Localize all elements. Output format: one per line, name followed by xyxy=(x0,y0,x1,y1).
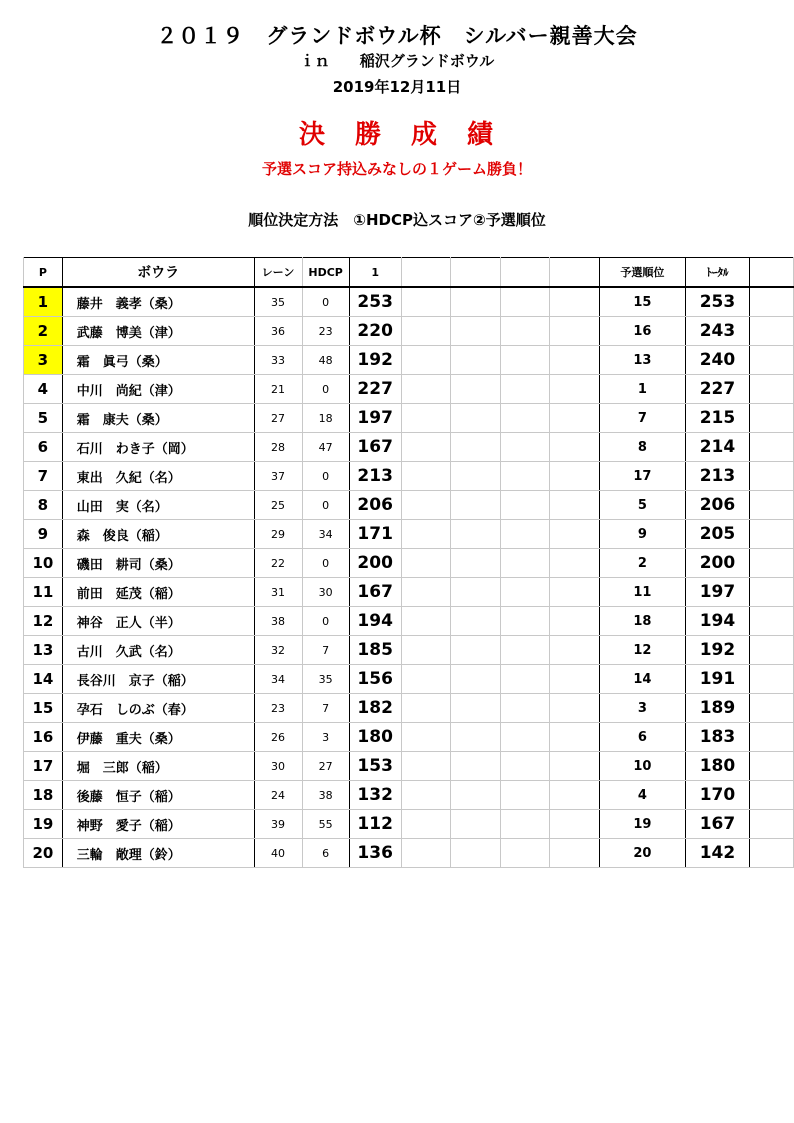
hdcp-cell: 18 xyxy=(302,404,349,433)
format-note: 予選スコア持込みなしの１ゲーム勝負！ xyxy=(261,160,532,178)
bowler-name: 三輪 敞理（鈴） xyxy=(62,839,254,868)
blank-cell xyxy=(500,462,550,491)
hdcp-cell: 7 xyxy=(302,694,349,723)
hdcp-cell: 34 xyxy=(302,520,349,549)
col-header-position: P xyxy=(24,258,63,288)
table-row xyxy=(24,607,794,636)
blank-cell xyxy=(750,346,794,375)
lane-cell: 22 xyxy=(254,549,302,578)
total-score: 189 xyxy=(685,694,749,723)
bowler-name: 前田 延茂（稲） xyxy=(62,578,254,607)
blank-cell xyxy=(750,404,794,433)
position-cell: 6 xyxy=(24,433,63,462)
lane-cell: 26 xyxy=(254,723,302,752)
blank-cell xyxy=(401,781,451,810)
bowler-name: 伊藤 重夫（桑） xyxy=(62,723,254,752)
table-row xyxy=(24,549,794,578)
blank-cell xyxy=(451,636,501,665)
game1-score: 206 xyxy=(349,491,401,520)
table-row xyxy=(24,839,794,868)
col-header-total: ﾄｰﾀﾙ xyxy=(685,258,749,288)
blank-cell xyxy=(451,375,501,404)
lane-cell: 38 xyxy=(254,607,302,636)
blank-cell xyxy=(401,520,451,549)
position-cell: 8 xyxy=(24,491,63,520)
blank-cell xyxy=(500,752,550,781)
blank-cell xyxy=(401,665,451,694)
lane-cell: 21 xyxy=(254,375,302,404)
position-cell: 2 xyxy=(24,317,63,346)
bowler-name: 長谷川 京子（稲） xyxy=(62,665,254,694)
hdcp-cell: 30 xyxy=(302,578,349,607)
position-cell: 13 xyxy=(24,636,63,665)
blank-cell xyxy=(401,607,451,636)
total-score: 197 xyxy=(685,578,749,607)
game1-score: 112 xyxy=(349,810,401,839)
position-cell: 4 xyxy=(24,375,63,404)
game1-score: 132 xyxy=(349,781,401,810)
total-score: 194 xyxy=(685,607,749,636)
blank-cell xyxy=(550,317,600,346)
blank-cell xyxy=(750,665,794,694)
bowler-name: 山田 実（名） xyxy=(62,491,254,520)
table-row xyxy=(24,665,794,694)
blank-cell xyxy=(550,810,600,839)
game1-score: 136 xyxy=(349,839,401,868)
blank-cell xyxy=(451,433,501,462)
position-cell: 18 xyxy=(24,781,63,810)
hdcp-cell: 38 xyxy=(302,781,349,810)
blank-cell xyxy=(500,287,550,317)
qualifying-rank: 4 xyxy=(599,781,685,810)
blank-cell xyxy=(550,520,600,549)
blank-cell xyxy=(401,752,451,781)
lane-cell: 29 xyxy=(254,520,302,549)
blank-cell xyxy=(750,781,794,810)
total-score: 205 xyxy=(685,520,749,549)
game1-score: 182 xyxy=(349,694,401,723)
col-header-blank xyxy=(500,258,550,288)
total-score: 243 xyxy=(685,317,749,346)
position-cell: 1 xyxy=(24,287,63,317)
col-header-game1: 1 xyxy=(349,258,401,288)
blank-cell xyxy=(451,317,501,346)
blank-cell xyxy=(451,694,501,723)
lane-cell: 28 xyxy=(254,433,302,462)
lane-cell: 23 xyxy=(254,694,302,723)
blank-cell xyxy=(500,375,550,404)
blank-cell xyxy=(401,636,451,665)
total-score: 214 xyxy=(685,433,749,462)
bowler-name: 磯田 耕司（桑） xyxy=(62,549,254,578)
total-score: 180 xyxy=(685,752,749,781)
col-header-blank xyxy=(750,258,794,288)
blank-cell xyxy=(500,433,550,462)
col-header-hdcp: HDCP xyxy=(302,258,349,288)
blank-cell xyxy=(401,694,451,723)
hdcp-cell: 48 xyxy=(302,346,349,375)
position-cell: 20 xyxy=(24,839,63,868)
blank-cell xyxy=(550,404,600,433)
blank-cell xyxy=(550,287,600,317)
table-row xyxy=(24,520,794,549)
game1-score: 153 xyxy=(349,752,401,781)
bowler-name: 森 俊良（稲） xyxy=(62,520,254,549)
bowler-name: 古川 久武（名） xyxy=(62,636,254,665)
blank-cell xyxy=(550,462,600,491)
blank-cell xyxy=(500,636,550,665)
blank-cell xyxy=(451,781,501,810)
total-score: 170 xyxy=(685,781,749,810)
blank-cell xyxy=(401,723,451,752)
hdcp-cell: 0 xyxy=(302,607,349,636)
position-cell: 5 xyxy=(24,404,63,433)
blank-cell xyxy=(550,694,600,723)
blank-cell xyxy=(451,346,501,375)
game1-score: 185 xyxy=(349,636,401,665)
blank-cell xyxy=(401,317,451,346)
game1-score: 171 xyxy=(349,520,401,549)
bowler-name: 東出 久紀（名） xyxy=(62,462,254,491)
blank-cell xyxy=(451,491,501,520)
blank-cell xyxy=(500,607,550,636)
col-header-bowler: ボウラ xyxy=(62,258,254,288)
results-table xyxy=(23,257,794,868)
lane-cell: 25 xyxy=(254,491,302,520)
blank-cell xyxy=(401,491,451,520)
total-score: 192 xyxy=(685,636,749,665)
col-header-lane: レーン xyxy=(254,258,302,288)
game1-score: 200 xyxy=(349,549,401,578)
blank-cell xyxy=(451,607,501,636)
tournament-title: ２０１９ グランドボウル杯 シルバー親善大会 xyxy=(156,24,638,48)
blank-cell xyxy=(451,752,501,781)
blank-cell xyxy=(500,694,550,723)
game1-score: 192 xyxy=(349,346,401,375)
lane-cell: 39 xyxy=(254,810,302,839)
qualifying-rank: 16 xyxy=(599,317,685,346)
bowler-name: 神野 愛子（稲） xyxy=(62,810,254,839)
total-score: 167 xyxy=(685,810,749,839)
blank-cell xyxy=(750,462,794,491)
qualifying-rank: 13 xyxy=(599,346,685,375)
hdcp-cell: 55 xyxy=(302,810,349,839)
blank-cell xyxy=(750,491,794,520)
blank-cell xyxy=(500,839,550,868)
qualifying-rank: 19 xyxy=(599,810,685,839)
blank-cell xyxy=(500,404,550,433)
position-cell: 7 xyxy=(24,462,63,491)
bowler-name: 霜 眞弓（桑） xyxy=(62,346,254,375)
blank-cell xyxy=(500,491,550,520)
hdcp-cell: 35 xyxy=(302,665,349,694)
table-row xyxy=(24,578,794,607)
game1-score: 220 xyxy=(349,317,401,346)
game1-score: 180 xyxy=(349,723,401,752)
table-header-row xyxy=(24,258,794,288)
hdcp-cell: 6 xyxy=(302,839,349,868)
blank-cell xyxy=(401,839,451,868)
hdcp-cell: 23 xyxy=(302,317,349,346)
blank-cell xyxy=(451,810,501,839)
blank-cell xyxy=(451,404,501,433)
table-row xyxy=(24,491,794,520)
position-cell: 17 xyxy=(24,752,63,781)
blank-cell xyxy=(750,752,794,781)
blank-cell xyxy=(500,810,550,839)
table-row xyxy=(24,694,794,723)
table-row xyxy=(24,317,794,346)
position-cell: 14 xyxy=(24,665,63,694)
blank-cell xyxy=(750,694,794,723)
qualifying-rank: 8 xyxy=(599,433,685,462)
lane-cell: 30 xyxy=(254,752,302,781)
position-cell: 15 xyxy=(24,694,63,723)
lane-cell: 40 xyxy=(254,839,302,868)
blank-cell xyxy=(750,549,794,578)
blank-cell xyxy=(750,287,794,317)
blank-cell xyxy=(550,491,600,520)
bowler-name: 孕石 しのぶ（春） xyxy=(62,694,254,723)
hdcp-cell: 7 xyxy=(302,636,349,665)
blank-cell xyxy=(550,636,600,665)
qualifying-rank: 14 xyxy=(599,665,685,694)
qualifying-rank: 18 xyxy=(599,607,685,636)
bowler-name: 石川 わき子（岡） xyxy=(62,433,254,462)
qualifying-rank: 9 xyxy=(599,520,685,549)
total-score: 227 xyxy=(685,375,749,404)
table-row xyxy=(24,636,794,665)
lane-cell: 31 xyxy=(254,578,302,607)
blank-cell xyxy=(750,839,794,868)
blank-cell xyxy=(401,375,451,404)
lane-cell: 35 xyxy=(254,287,302,317)
qualifying-rank: 10 xyxy=(599,752,685,781)
game1-score: 167 xyxy=(349,433,401,462)
bowler-name: 後藤 恒子（稲） xyxy=(62,781,254,810)
position-cell: 16 xyxy=(24,723,63,752)
game1-score: 156 xyxy=(349,665,401,694)
venue-line: ｉｎ 稲沢グランドボウル xyxy=(299,52,495,70)
total-score: 253 xyxy=(685,287,749,317)
blank-cell xyxy=(451,723,501,752)
bowler-name: 武藤 博美（津） xyxy=(62,317,254,346)
bowler-name: 神谷 正人（半） xyxy=(62,607,254,636)
blank-cell xyxy=(500,723,550,752)
table-row xyxy=(24,752,794,781)
col-header-blank xyxy=(451,258,501,288)
total-score: 206 xyxy=(685,491,749,520)
position-cell: 12 xyxy=(24,607,63,636)
blank-cell xyxy=(451,520,501,549)
ranking-method: 順位決定方法 ①HDCP込スコア②予選順位 xyxy=(248,211,546,229)
hdcp-cell: 3 xyxy=(302,723,349,752)
blank-cell xyxy=(451,549,501,578)
qualifying-rank: 20 xyxy=(599,839,685,868)
game1-score: 167 xyxy=(349,578,401,607)
position-cell: 10 xyxy=(24,549,63,578)
game1-score: 227 xyxy=(349,375,401,404)
blank-cell xyxy=(550,549,600,578)
blank-cell xyxy=(401,462,451,491)
col-header-qualifying-rank: 予選順位 xyxy=(599,258,685,288)
total-score: 191 xyxy=(685,665,749,694)
total-score: 213 xyxy=(685,462,749,491)
blank-cell xyxy=(550,375,600,404)
bowler-name: 藤井 義孝（桑） xyxy=(62,287,254,317)
blank-cell xyxy=(500,520,550,549)
blank-cell xyxy=(550,433,600,462)
hdcp-cell: 47 xyxy=(302,433,349,462)
qualifying-rank: 12 xyxy=(599,636,685,665)
position-cell: 19 xyxy=(24,810,63,839)
total-score: 200 xyxy=(685,549,749,578)
table-row xyxy=(24,462,794,491)
bowler-name: 中川 尚紀（津） xyxy=(62,375,254,404)
blank-cell xyxy=(451,462,501,491)
blank-cell xyxy=(550,607,600,636)
blank-cell xyxy=(401,578,451,607)
lane-cell: 33 xyxy=(254,346,302,375)
blank-cell xyxy=(550,723,600,752)
table-row xyxy=(24,781,794,810)
blank-cell xyxy=(500,549,550,578)
blank-cell xyxy=(750,375,794,404)
blank-cell xyxy=(550,346,600,375)
lane-cell: 32 xyxy=(254,636,302,665)
hdcp-cell: 27 xyxy=(302,752,349,781)
game1-score: 197 xyxy=(349,404,401,433)
blank-cell xyxy=(401,433,451,462)
table-row xyxy=(24,404,794,433)
blank-cell xyxy=(750,723,794,752)
blank-cell xyxy=(500,578,550,607)
blank-cell xyxy=(550,839,600,868)
event-date: 2019年12月11日 xyxy=(332,78,462,96)
qualifying-rank: 2 xyxy=(599,549,685,578)
blank-cell xyxy=(500,781,550,810)
blank-cell xyxy=(500,346,550,375)
hdcp-cell: 0 xyxy=(302,462,349,491)
blank-cell xyxy=(550,781,600,810)
blank-cell xyxy=(550,665,600,694)
blank-cell xyxy=(750,433,794,462)
blank-cell xyxy=(451,578,501,607)
lane-cell: 34 xyxy=(254,665,302,694)
section-title: 決 勝 成 績 xyxy=(298,120,495,150)
blank-cell xyxy=(750,578,794,607)
table-row xyxy=(24,346,794,375)
table-row xyxy=(24,810,794,839)
lane-cell: 27 xyxy=(254,404,302,433)
game1-score: 213 xyxy=(349,462,401,491)
bowler-name: 霜 康夫（桑） xyxy=(62,404,254,433)
qualifying-rank: 11 xyxy=(599,578,685,607)
hdcp-cell: 0 xyxy=(302,549,349,578)
game1-score: 253 xyxy=(349,287,401,317)
position-cell: 11 xyxy=(24,578,63,607)
blank-cell xyxy=(500,665,550,694)
qualifying-rank: 1 xyxy=(599,375,685,404)
qualifying-rank: 17 xyxy=(599,462,685,491)
blank-cell xyxy=(401,810,451,839)
table-row xyxy=(24,433,794,462)
blank-cell xyxy=(750,520,794,549)
qualifying-rank: 5 xyxy=(599,491,685,520)
position-cell: 9 xyxy=(24,520,63,549)
total-score: 183 xyxy=(685,723,749,752)
table-row xyxy=(24,723,794,752)
blank-cell xyxy=(750,636,794,665)
hdcp-cell: 0 xyxy=(302,287,349,317)
qualifying-rank: 3 xyxy=(599,694,685,723)
qualifying-rank: 6 xyxy=(599,723,685,752)
qualifying-rank: 7 xyxy=(599,404,685,433)
blank-cell xyxy=(550,578,600,607)
blank-cell xyxy=(401,346,451,375)
game1-score: 194 xyxy=(349,607,401,636)
lane-cell: 37 xyxy=(254,462,302,491)
blank-cell xyxy=(401,404,451,433)
total-score: 215 xyxy=(685,404,749,433)
bowler-name: 堀 三郎（稲） xyxy=(62,752,254,781)
blank-cell xyxy=(750,810,794,839)
col-header-blank xyxy=(550,258,600,288)
hdcp-cell: 0 xyxy=(302,375,349,404)
lane-cell: 24 xyxy=(254,781,302,810)
blank-cell xyxy=(451,287,501,317)
blank-cell xyxy=(401,549,451,578)
position-cell: 3 xyxy=(24,346,63,375)
hdcp-cell: 0 xyxy=(302,491,349,520)
table-row xyxy=(24,375,794,404)
blank-cell xyxy=(500,317,550,346)
blank-cell xyxy=(451,839,501,868)
col-header-blank xyxy=(401,258,451,288)
total-score: 240 xyxy=(685,346,749,375)
qualifying-rank: 15 xyxy=(599,287,685,317)
blank-cell xyxy=(550,752,600,781)
blank-cell xyxy=(401,287,451,317)
lane-cell: 36 xyxy=(254,317,302,346)
table-row xyxy=(24,287,794,317)
blank-cell xyxy=(750,317,794,346)
total-score: 142 xyxy=(685,839,749,868)
blank-cell xyxy=(750,607,794,636)
blank-cell xyxy=(451,665,501,694)
